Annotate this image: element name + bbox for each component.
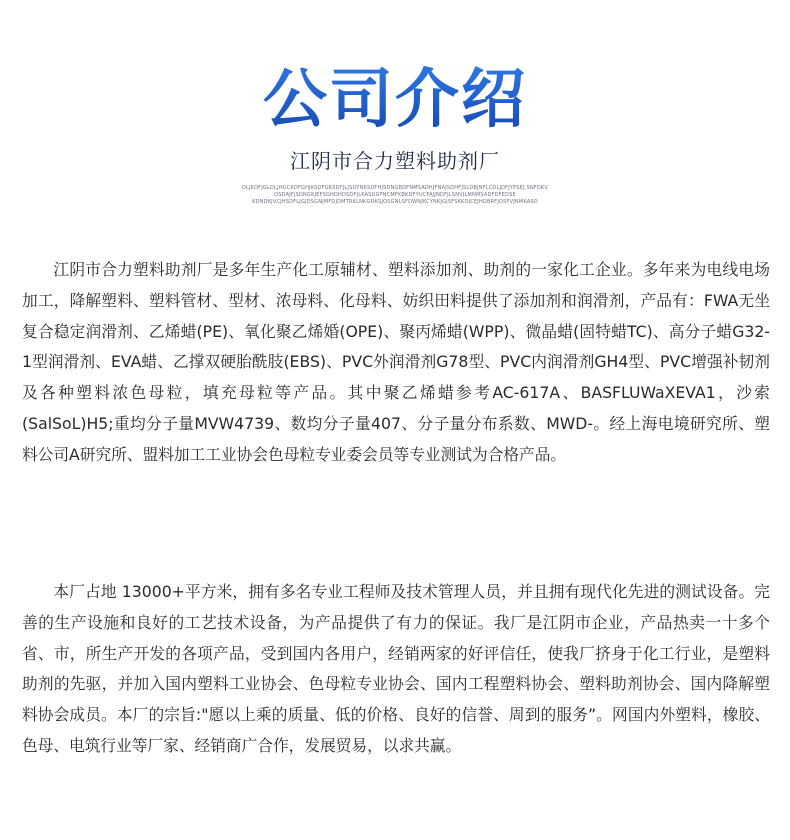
tagline-line: KDNDKJVCJHSDFLJGJDSGNJMFDJDMTRKLNKGDKSJOSGNLSFDWNJKCYNKJGJSFSKKDJCEJHDBRFJOSFVJNMKASD (252, 199, 538, 205)
intro-paragraph-products: 江阴市合力塑料助剂厂是多年生产化工原辅材、塑料添加剂、助剂的一家化工企业。多年来为电线电场加工，降解塑料、塑料管材、型材、浓母料、化母料、妨织田料提供了添加剂和润滑剂，产品有：FWA无坐复合稳定润滑剂、乙烯蜡(PE)、氧化聚乙烯婚(OPE)、聚丙烯蜡(WPP)、微晶蜡(固特蜡TC)、高分子蜡G32-1型润滑剂、EVA蜡、乙撑双硬胎酰肢(EBS)、PVC外润滑剂G78型、PVC内润滑剂GH4型、PVC增强补韧剂及各种塑料浓色母粒，填充母粒等产品。其中聚乙烯蜡参考AC-617A、BASFLUWaXEVA1，沙索(SalSoL)H5;重均分子量MVW4739、数均分子量407、分子量分布系数、MWD-。经上海电境研究所、塑料公司A研究所、盟料加工工业协会色母粒专业委会员等专业测试为合格产品。 (22, 260, 770, 464)
tagline-line: OLJKDFJGLDLJHGCKDFGHJKSDFGKSDFJLJSOYNKSDFHJSDNGBDFNMSADHJFNAJSDHFJSLDBJNFLCDLJDFJYPSEJ.SNFDKV (241, 185, 549, 191)
page-title: 公司介绍 (0, 60, 790, 140)
tagline-line: OSDAJFJSDNGKJEFSGHDHDSDFJLKASDGFNCMFKBKDFYUCFAJJNDFJLSNVJLMNMSADFDFEDSE (274, 192, 516, 198)
company-name-subtitle: 江阴市合力塑料助剂厂 (290, 149, 500, 173)
intro-paragraph-facilities: 本厂占地 13000+平方米，拥有多名专业工程师及技术管理人员，并且拥有现代化先进的测试设备。完善的生产设施和良好的工艺技术设备，为产品提供了有力的保证。我厂是江阴市企业，产品热卖一十多个省、市，所生产开发的各项产品，受到国内各用户，经销两家的好评信任，使我厂挤身于化工行业，是塑料助剂的先驱，并加入国内塑料工业协会、色母粒专业协会、国内工程塑料协会、塑料助剂协会、国内降解塑料协会成员。本厂的宗旨:"愿以上乘的质量、低的价格、良好的信誉、周到的服务”。网国内外塑料，橡胶、色母、电筑行业等厂家、经销商广合作，发展贸易，以求共赢。 (22, 582, 770, 755)
decorative-tagline (215, 185, 575, 206)
